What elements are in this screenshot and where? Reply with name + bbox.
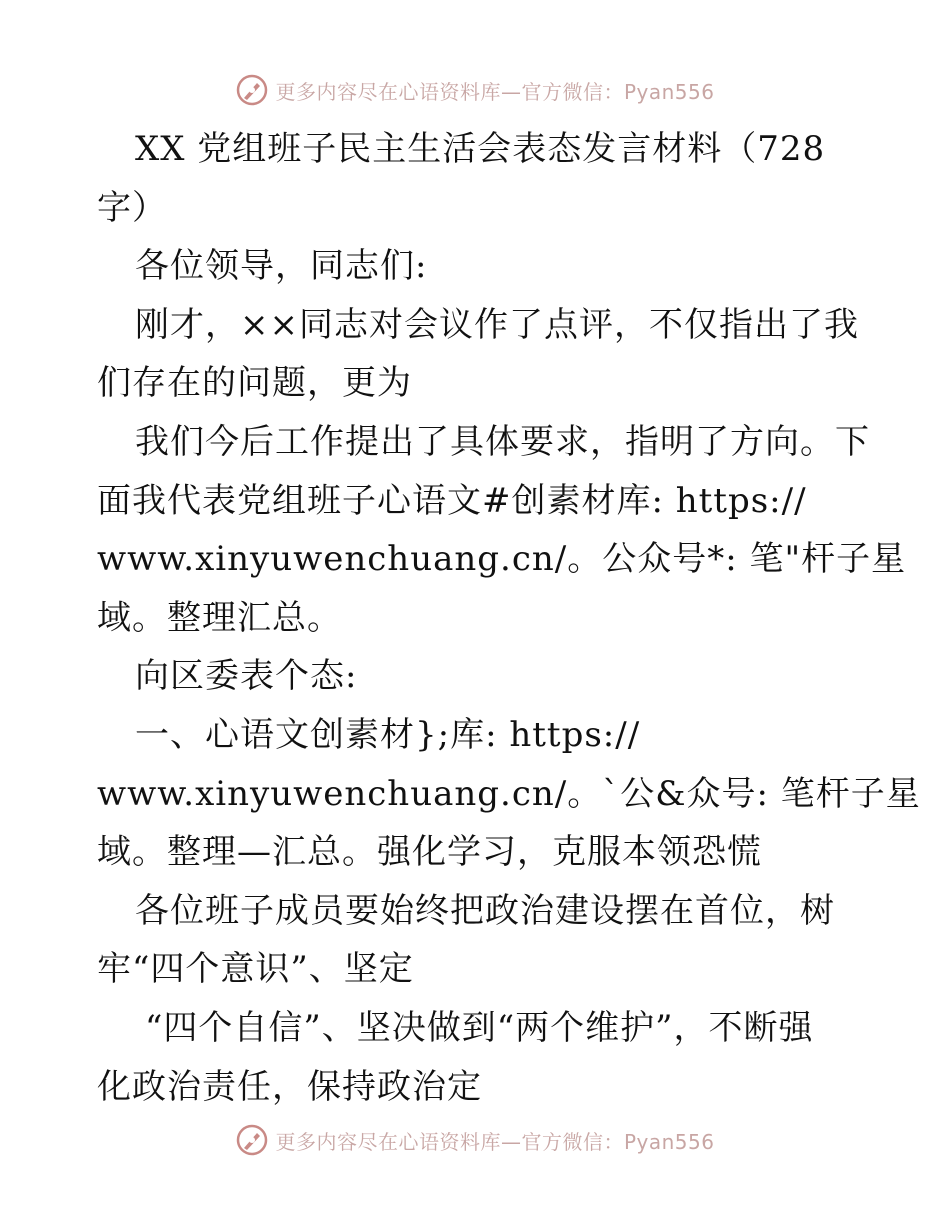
paragraph-line: www.xinyuwenchuang.cn/。`公&众号: 笔杆子星 bbox=[97, 773, 921, 814]
paragraph-line: 刚才，××同志对会议作了点评，不仅指出了我 bbox=[135, 304, 859, 345]
section-heading: 一、心语文创素材};库: https:// bbox=[135, 714, 641, 755]
paragraph-line: 面我代表党组班子心语文#创素材库: https:// bbox=[97, 480, 807, 521]
title-line-2: 字） bbox=[97, 187, 167, 228]
document-body bbox=[97, 120, 921, 1116]
pen-logo-icon bbox=[235, 1123, 269, 1157]
paragraph-line: 域。整理—汇总。强化学习，克服本领恐慌 bbox=[97, 832, 762, 873]
paragraph-line: 牢“四个意识”、坚定 bbox=[97, 949, 414, 990]
paragraph-line: 各位领导，同志们: bbox=[135, 246, 428, 287]
footer-watermark bbox=[0, 1120, 950, 1160]
paragraph-line: 们存在的问题，更为 bbox=[97, 363, 412, 404]
paragraph-line: 化政治责任，保持政治定 bbox=[97, 1066, 482, 1107]
watermark-text: 更多内容尽在心语资料库—官方微信：Pyan556 bbox=[275, 1129, 715, 1154]
paragraph-line: 向区委表个态: bbox=[135, 656, 358, 697]
paragraph-line: 各位班子成员要始终把政治建设摆在首位，树 bbox=[135, 890, 835, 931]
paragraph-line: www.xinyuwenchuang.cn/。公众号*: 笔"杆子星 bbox=[97, 539, 907, 580]
title-line-1: XX 党组班子民主生活会表态发言材料（728 bbox=[135, 129, 826, 169]
watermark-text: 更多内容尽在心语资料库—官方微信：Pyan556 bbox=[275, 79, 715, 104]
header-watermark bbox=[0, 70, 950, 110]
paragraph-line: “四个自信”、坚决做到“两个维护”，不断强 bbox=[145, 1007, 814, 1048]
pen-logo-icon bbox=[235, 73, 269, 107]
paragraph-line: 我们今后工作提出了具体要求，指明了方向。下 bbox=[135, 421, 870, 462]
paragraph-line: 域。整理汇总。 bbox=[97, 597, 342, 638]
